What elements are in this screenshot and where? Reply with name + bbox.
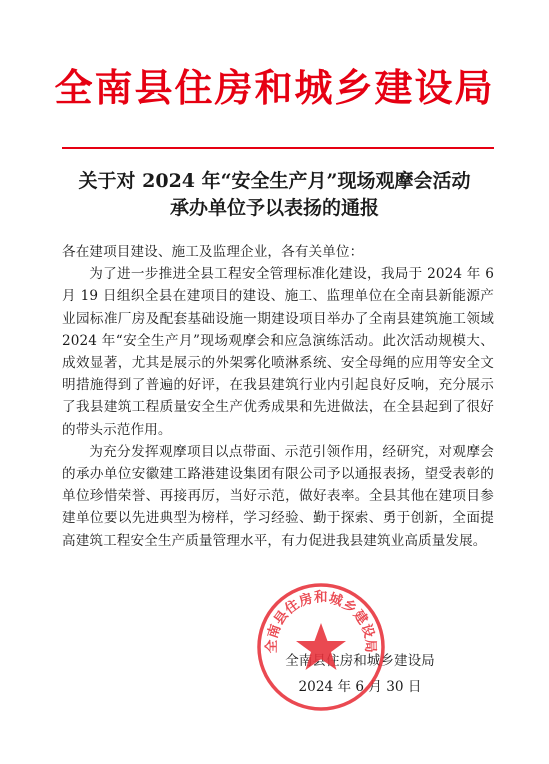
signature-date: 2024 年 6 月 30 日 bbox=[298, 679, 422, 695]
document-title bbox=[0, 168, 549, 222]
seal-text: 全南县住房和城乡建设局 bbox=[263, 589, 379, 654]
red-star-icon bbox=[296, 623, 346, 670]
issuer-header: 全南县住房和城乡建设局 bbox=[54, 66, 495, 110]
document-title-line2: 承办单位予以表扬的通报 bbox=[169, 197, 379, 219]
document-body bbox=[62, 241, 494, 552]
document-title-line1: 关于对 2024 年“安全生产月”现场观摩会活动 bbox=[78, 170, 471, 192]
body-paragraph-2: 为充分发挥观摩项目以点带面、示范引领作用，经研究，对观摩会的承办单位安徽建工路港建设集团有限公司予以通报表扬，望受表彰的单位珍惜荣誉、再接再厉，当好示范，做好表率。全县其他在建项目参建单位要以先进典型为榜样，学习经验、勤于探索、勇于创新，全面提高建筑工程安全生产质量管理水平，有力促进我县建筑业高质量发展。 bbox=[62, 443, 494, 549]
official-seal bbox=[254, 580, 388, 714]
body-paragraph-1: 为了进一步推进全县工程安全管理标准化建设，我局于 2024 年 6 月 19 日组织全县在建项目的建设、施工、监理单位在全南县新能源产业园标准厂房及配套基础设施一期建设项目举办了全南县建筑施工领域 2024 年“安全生产月”现场观摩会和应急演练活动。此次活动规模大、成效显著，尤其是展示的外架雾化喷淋系统、安全母绳的应用等安全文明措施得到了普遍的好评，在我县建筑行业内引起良好反响，充分展示了我县建筑工程质量安全生产优秀成果和先进做法，在全县起到了很好的带头示范作用。 bbox=[62, 266, 494, 438]
salutation: 各在建项目建设、施工及监理企业，各有关单位： bbox=[62, 244, 364, 260]
header-divider bbox=[62, 147, 494, 149]
signature-organization: 全南县住房和城乡建设局 bbox=[285, 653, 435, 669]
